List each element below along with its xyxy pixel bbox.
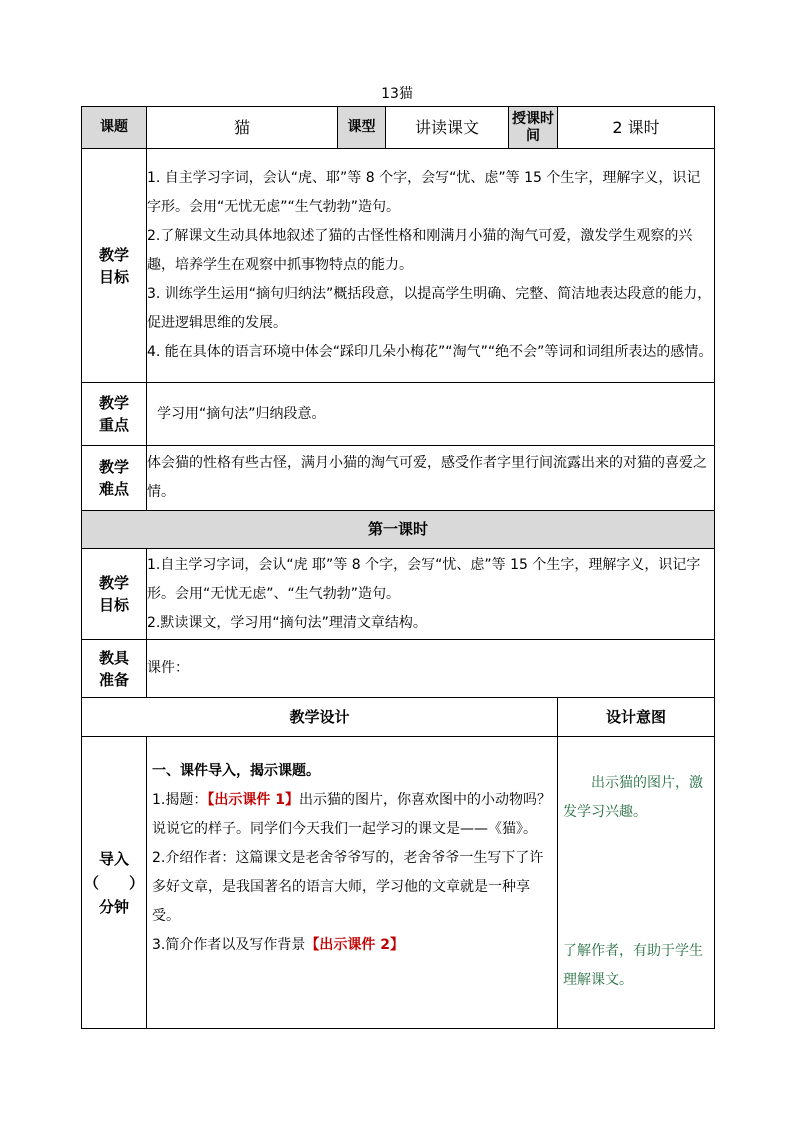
courseware-tag-1: 【出示课件 1】 [207, 792, 299, 808]
objectives-row [82, 149, 715, 383]
objective-item: 3. 训练学生运用“摘句归纳法”概括段意，以提高学生明确、完整、简洁地表达段意的能力，促进逻辑思维的发展。 [147, 286, 712, 331]
intent-content [558, 737, 715, 1029]
label-key-points: 教学重点 [82, 383, 147, 446]
lesson1-title-row [82, 511, 715, 549]
design-column-header: 教学设计 [82, 698, 558, 737]
intent-1: 出示猫的图片，激发学习兴趣。 [563, 775, 703, 820]
key-points-content: 学习用“摘句法”归纳段意。 [147, 383, 715, 446]
key-points-row [82, 383, 715, 446]
lesson1-objectives-row [82, 549, 715, 640]
tools-row [82, 640, 715, 698]
type-value: 讲读课文 [386, 107, 509, 149]
design-step-3: 3.简介作者以及写作背景【出示课件 2】 [152, 937, 404, 953]
courseware-tag-2: 【出示课件 2】 [305, 937, 404, 953]
section-label-intro: 导入 （ ） 分钟 [82, 737, 147, 1029]
label-time: 授课时间 [509, 107, 558, 149]
lesson1-objective-item: 1.自主学习字词，会认“虎 耶”等 8 个字，会写“忧、虑”等 15 个生字，理解字义，识记字形。会用“无忧无虑”、“生气勃勃”造句。 [147, 556, 701, 602]
objective-item: 1. 自主学习字词，会认“虎、耶”等 8 个字，会写“忧、虑”等 15 个生字，理解字义，识记字形。会用“无忧无虑”“生气勃勃”造句。 [147, 170, 701, 215]
objectives-content [147, 149, 715, 383]
design-content [147, 737, 558, 1029]
difficulties-row [82, 446, 715, 511]
design-step-2: 2.介绍作者：这篇课文是老舍爷爷写的，老舍爷爷一生写下了许多好文章，是我国著名的语言大师，学习他的文章就是一种享受。 [152, 850, 544, 924]
lesson1-objectives-content [147, 549, 715, 640]
difficulties-content: 体会猫的性格有些古怪，满月小猫的淘气可爱，感受作者字里行间流露出来的对猫的喜爱之情。 [147, 446, 715, 511]
intent-column-header: 设计意图 [558, 698, 715, 737]
tools-content: 课件： [147, 640, 715, 698]
lesson1-title: 第一课时 [82, 511, 715, 549]
topic-value: 猫 [147, 107, 338, 149]
design-step-1: 1.揭题：【出示课件 1】出示猫的图片，你喜欢图中的小动物吗？说说它的样子。同学们今天我们一起学习的课文是——《猫》。 [152, 792, 551, 837]
design-body-row [82, 737, 715, 1029]
label-type: 课型 [338, 107, 386, 149]
document-title: 13猫 [381, 86, 413, 102]
label-difficulties: 教学难点 [82, 446, 147, 511]
objective-item: 4. 能在具体的语言环境中体会“踩印几朵小梅花”“淘气”“绝不会”等词和词组所表达的感情。 [147, 344, 713, 360]
intent-2: 了解作者，有助于学生理解课文。 [563, 943, 703, 988]
lesson1-objective-item: 2.默读课文，学习用“摘句法”理清文章结构。 [147, 614, 427, 631]
design-header-row [82, 698, 715, 737]
label-tools: 教具准备 [82, 640, 147, 698]
objective-item: 2.了解课文生动具体地叙述了猫的古怪性格和刚满月小猫的淘气可爱，激发学生观察的兴趣，培养学生在观察中抓事物特点的能力。 [147, 228, 693, 273]
time-value: 2 课时 [558, 107, 715, 149]
label-objectives: 教学目标 [82, 149, 147, 383]
design-heading: 一、课件导入，揭示课题。 [152, 763, 320, 779]
lesson-plan-table [81, 106, 715, 1029]
label-lesson1-objectives: 教学目标 [82, 549, 147, 640]
header-row [82, 107, 715, 149]
label-topic: 课题 [82, 107, 147, 149]
